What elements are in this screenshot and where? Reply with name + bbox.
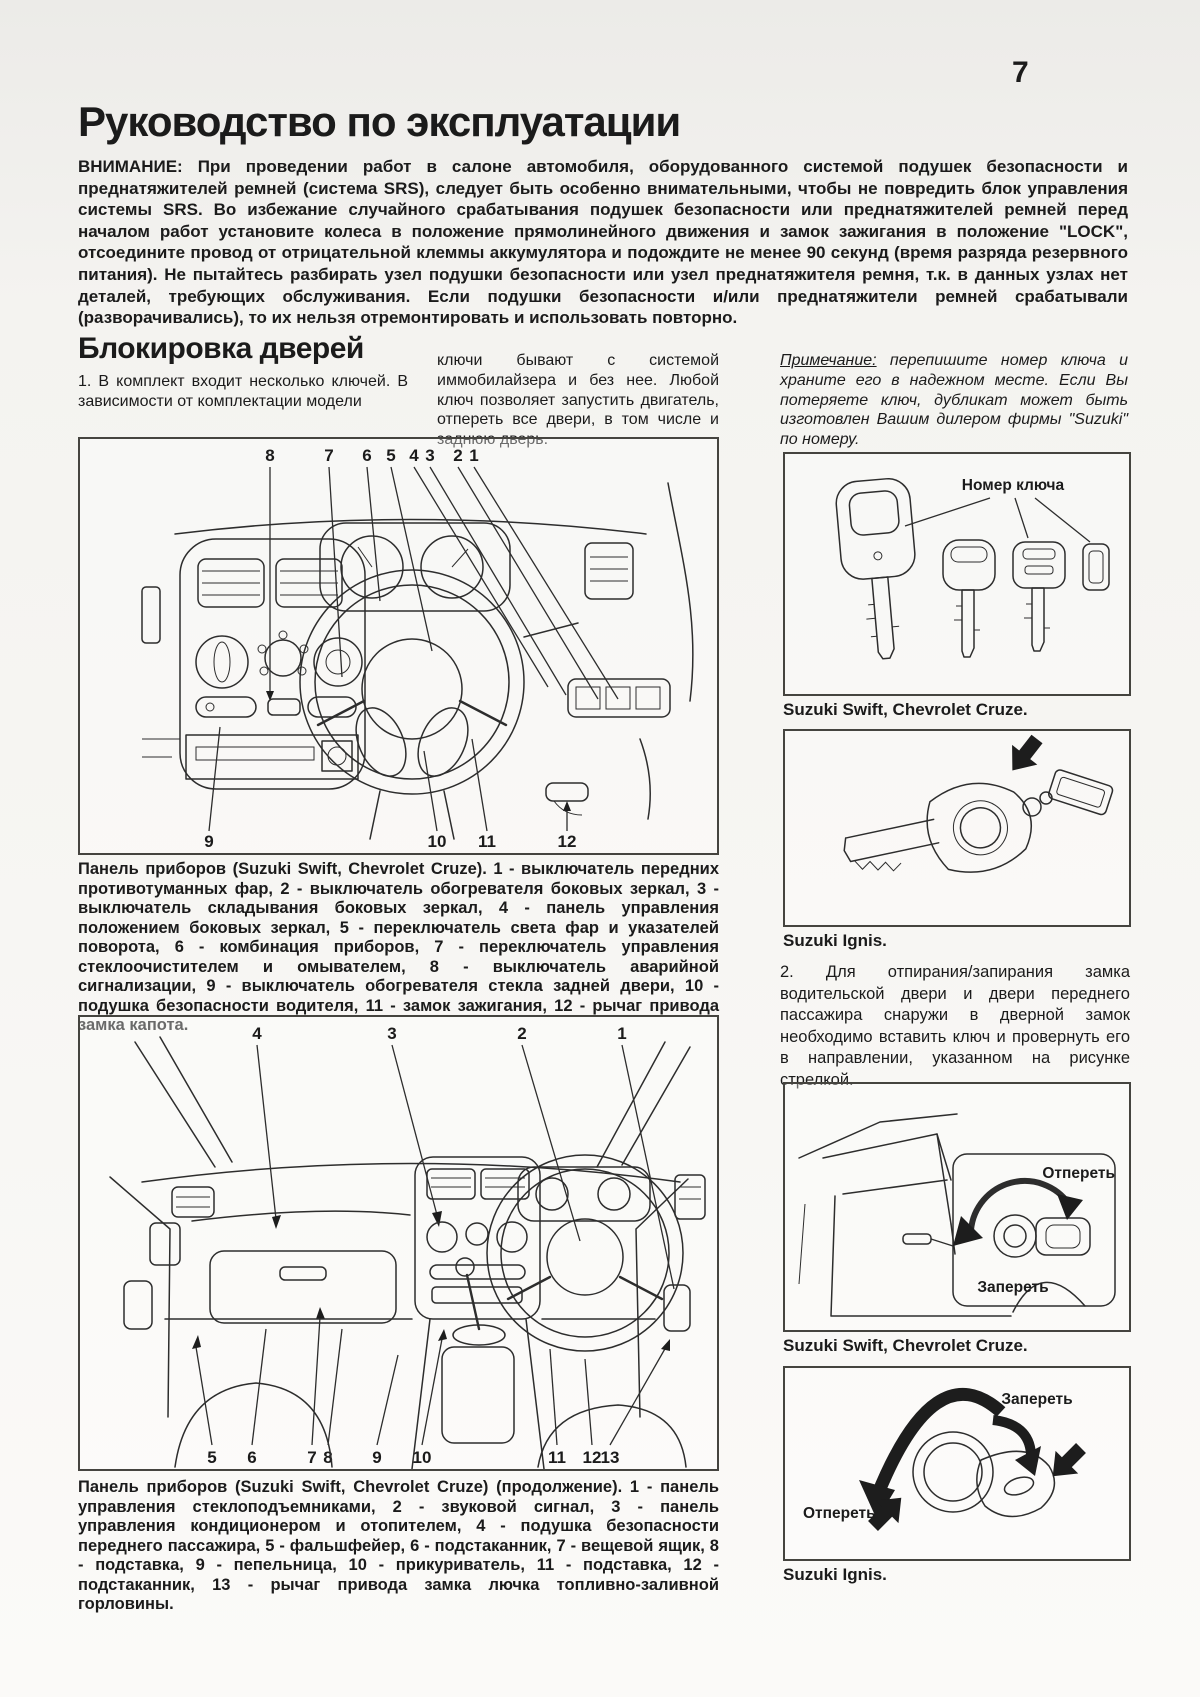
ignis-key-diagram xyxy=(785,731,1129,925)
callout-number: 6 xyxy=(362,446,372,465)
ignition-lock-diagram xyxy=(785,1368,1129,1559)
callout-number: 12 xyxy=(582,1448,602,1467)
callout-number: 10 xyxy=(412,1448,432,1467)
key-plain-2 xyxy=(1013,542,1065,651)
ignis-key xyxy=(836,773,1039,899)
step-2-paragraph: 2. Для отпирания/запирания замка водительской двери и двери переднего пассажира снаружи в дверной замок необходимо вставить ключ и провернуть его в направлении, указанном на рисунке стрелкой. xyxy=(780,963,1130,1089)
glovebox-area xyxy=(150,1187,410,1323)
callout-number: 13 xyxy=(600,1448,620,1467)
figure-ignition-lock-caption: Suzuki Ignis. xyxy=(783,1565,887,1584)
callout-number: 1 xyxy=(469,446,479,465)
figure-key-ignis xyxy=(783,729,1131,927)
intro-column-1: 1. В комплект входит несколько ключей. В зависимости от комплектации модели xyxy=(78,373,408,410)
figure-door-lock xyxy=(783,1082,1131,1332)
note-paragraph xyxy=(780,351,1128,450)
note-label: Примечание: xyxy=(780,352,877,369)
door-lock-diagram xyxy=(785,1084,1129,1330)
callout-number: 12 xyxy=(557,832,577,851)
callout-number: 6 xyxy=(247,1448,257,1467)
callout-number: 8 xyxy=(323,1448,333,1467)
key-number-tag xyxy=(1083,544,1109,590)
steering-wheel xyxy=(300,523,524,839)
callout-number: 3 xyxy=(387,1024,397,1043)
page-number: 7 xyxy=(1012,56,1029,89)
callout-number: 8 xyxy=(265,446,275,465)
ignition-unlock-label: Отпереть xyxy=(803,1505,876,1522)
figure-keys-caption: Suzuki Swift, Chevrolet Cruze. xyxy=(783,700,1028,719)
steering-wheel-2 xyxy=(487,1155,705,1351)
turn-arrows xyxy=(859,1394,1092,1537)
callout-number: 11 xyxy=(548,1448,566,1467)
center-stack-2 xyxy=(412,1157,544,1469)
figure-keys xyxy=(783,452,1131,696)
note-text: перепишите номер ключа и храните его в надежном месте. Если Вы потеряете ключ, дубликат может быть изготовлен Вашим дилером фирмы "Suzuki" по номеру. xyxy=(780,352,1128,449)
dashboard-2-diagram xyxy=(80,1017,717,1469)
right-dash-area xyxy=(142,483,693,819)
callout-number: 3 xyxy=(425,446,435,465)
callout-number: 9 xyxy=(204,832,214,851)
figure-dashboard-1-caption: Панель приборов (Suzuki Swift, Chevrolet Cruze). 1 - выключатель передних противотуманных фар, 2 - выключатель обогревателя боковых зеркал, 3 - выключатель складывания боковых зеркал, 4 - панель управления положением боковых зеркал, 5 - переключатель света фар и указателей поворота, 6 - комбинация приборов, 7 - переключатель управления стеклоочистителем и омывателем, 8 - выключатель аварийной сигнализации, 9 - выключатель обогревателя стекла задней двери, 10 - подушка безопасности водителя, 11 - замок зажигания, 12 - рычаг привода замка капота. xyxy=(78,860,719,1034)
figure-dashboard-2-caption: Панель приборов (Suzuki Swift, Chevrolet Cruze) (продолжение). 1 - панель управления стеклоподъемниками, 2 - звуковой сигнал, 3 - панель управления кондиционером и отопителем, 4 - подушка безопасности переднего пассажира, 5 - фальшфейер, 6 - подстаканник, 7 - вещевой ящик, 8 - подставка, 9 - пепельница, 10 - прикуриватель, 11 - подставка, 12 - подстаканник, 13 - рычаг привода замка лючка топливно-заливной горловины. xyxy=(78,1478,719,1613)
figure-dashboard-2 xyxy=(78,1015,719,1471)
section-heading: Блокировка дверей xyxy=(78,332,364,365)
key-number-label: Номер ключа xyxy=(961,477,1065,494)
callout-number: 9 xyxy=(372,1448,382,1467)
callout-number: 5 xyxy=(386,446,396,465)
callout-number: 7 xyxy=(307,1448,317,1467)
key-ring-and-tag xyxy=(1023,769,1114,816)
key-immobilizer xyxy=(834,477,923,662)
dashboard-1-diagram xyxy=(80,439,717,853)
ignition-lock-label: Запереть xyxy=(1001,1391,1073,1408)
figure-door-lock-caption: Suzuki Swift, Chevrolet Cruze. xyxy=(783,1336,1028,1355)
callout-number: 10 xyxy=(427,832,447,851)
callout-number: 4 xyxy=(409,446,419,465)
door-unlock-label: Отпереть xyxy=(1042,1165,1115,1182)
door-lock-label: Запереть xyxy=(977,1279,1049,1296)
page-title: Руководство по эксплуатации xyxy=(78,98,681,145)
warning-paragraph: ВНИМАНИЕ: При проведении работ в салоне автомобиля, оборудованного системой подушек безопасности и преднатяжителей ремней (система SRS), следует быть особенно внимательными, чтобы не повредить блок управления системы SRS. Во избежание случайного срабатывания подушек безопасности или преднатяжителей ремней перед началом работ установите колеса в положение прямолинейного движения и замок зажигания в положение "LOCK", отсоедините провод от отрицательной клеммы аккумулятора и подождите не менее 90 секунд (время разряда резервного питания). Не пытайтесь разбирать узел подушки безопасности или узел преднатяжителя ремня, т.к. в данных узлах нет деталей, требующих обслуживания. Если подушки безопасности и/или преднатяжители ремней срабатывали (разворачивались), то их нельзя отремонтировать и использовать повторно. xyxy=(78,157,1128,328)
intro-column-2: ключи бывают с системой иммобилайзера и без нее. Любой ключ позволяет запустить двигатель, отпереть все двери, в том числе и заднюю дверь. xyxy=(437,352,719,449)
callout-number: 5 xyxy=(207,1448,217,1467)
figure-dashboard-1 xyxy=(78,437,719,855)
cabin-outline xyxy=(110,1037,690,1467)
center-stack xyxy=(180,539,365,789)
callout-number: 2 xyxy=(453,446,463,465)
key-plain-1 xyxy=(943,540,995,657)
callout-number: 2 xyxy=(517,1024,527,1043)
figure-key-ignis-caption: Suzuki Ignis. xyxy=(783,931,887,950)
callout-number: 1 xyxy=(617,1024,627,1043)
callout-number: 7 xyxy=(324,446,334,465)
callout-number: 11 xyxy=(478,832,496,851)
arrow-to-tag xyxy=(1000,731,1050,780)
keys-diagram xyxy=(785,454,1129,694)
callout-number: 4 xyxy=(252,1024,262,1043)
figure-ignition-lock xyxy=(783,1366,1131,1561)
